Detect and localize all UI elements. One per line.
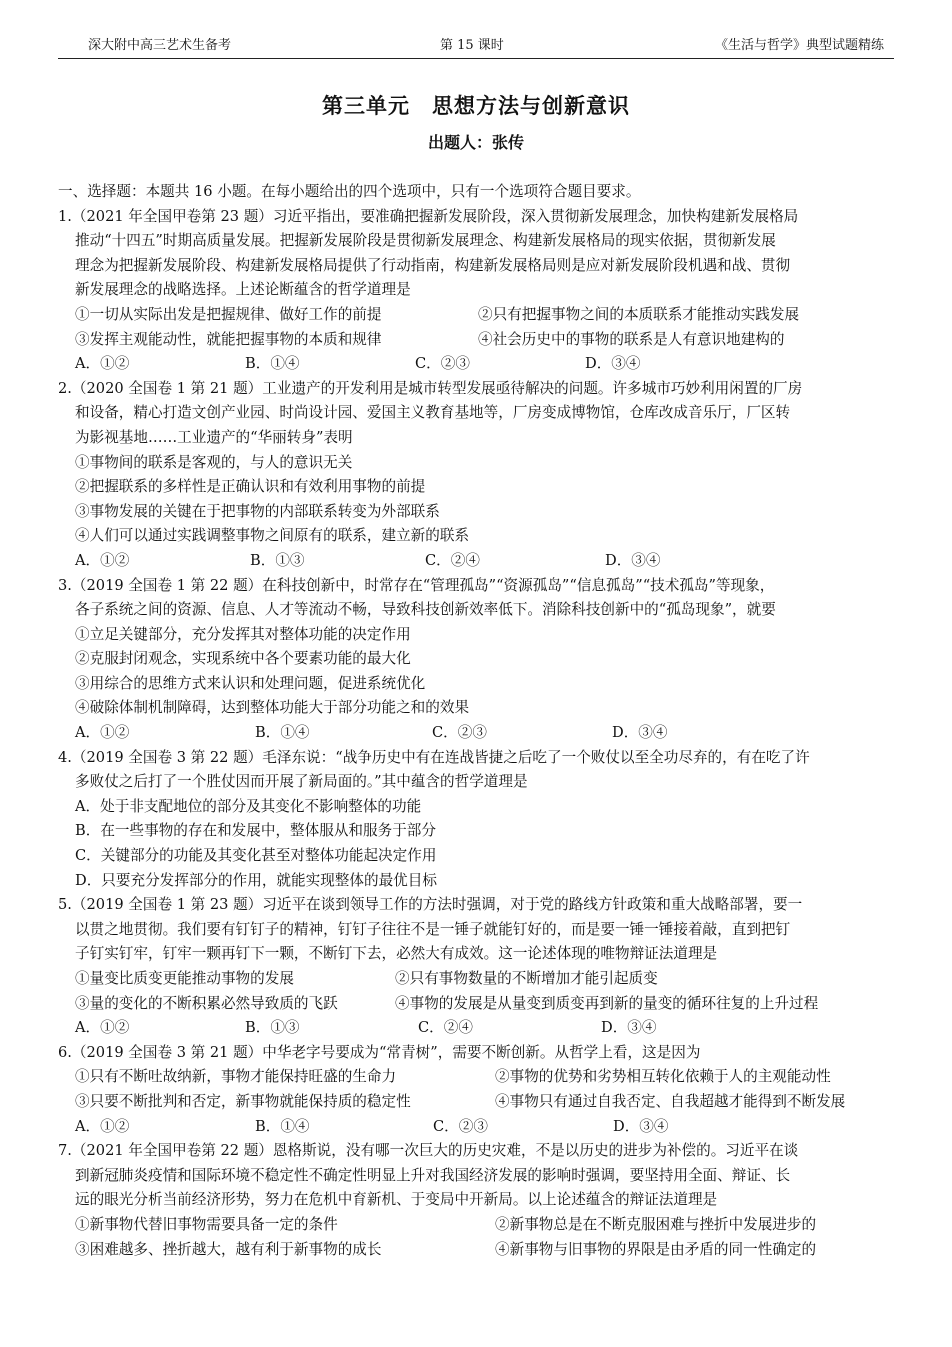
option: C．②③ <box>433 1117 488 1135</box>
question-text-line: 到新冠肺炎疫情和国际环境不稳定性不确定性明显上升对我国经济发展的影响时强调，要坚持用全面、辩证、长 <box>75 1166 791 1184</box>
option: C．②④ <box>418 1019 473 1037</box>
statement-row <box>58 1213 898 1238</box>
header-center: 第 15 课时 <box>440 38 504 53</box>
question-text-line: 3.（2019 全国卷 1 第 22 题）在科技创新中，时常存在“管理孤岛”“资源孤岛”“信息孤岛”“技术孤岛”等现象， <box>58 576 775 594</box>
option: A．①② <box>75 355 130 373</box>
statement: ①事物间的联系是客观的，与人的意识无关 <box>75 453 353 471</box>
statement-row <box>58 1090 898 1115</box>
statement: ④人们可以通过实践调整事物之间原有的联系，建立新的联系 <box>75 527 470 545</box>
option: B．在一些事物的存在和发展中，整体服从和服务于部分 <box>75 822 436 840</box>
statement: ①立足关键部分，充分发挥其对整体功能的决定作用 <box>75 625 411 643</box>
question-7 <box>58 1139 898 1262</box>
statement: ③量的变化的不断积累必然导致质的飞跃 <box>75 994 338 1012</box>
option: D．③④ <box>601 1019 657 1037</box>
statement: ③困难越多、挫折越大，越有利于新事物的成长 <box>75 1240 382 1258</box>
option: D．只要充分发挥部分的作用，就能实现整体的最优目标 <box>75 871 437 889</box>
question-6 <box>58 1041 898 1139</box>
statement: ④社会历史中的事物的联系是人有意识地建构的 <box>478 330 785 348</box>
question-1 <box>58 205 898 377</box>
statement-row <box>58 328 898 353</box>
question-text-line: 理念为把握新发展阶段、构建新发展格局提供了行动指南，构建新发展格局则是应对新发展阶段机遇和战、贯彻 <box>75 256 791 274</box>
question-text-line: 新发展理念的战略选择。上述论断蕴含的哲学道理是 <box>75 281 411 299</box>
option: C．②④ <box>425 551 480 569</box>
statement: ④破除体制机制障碍，达到整体功能大于部分功能之和的效果 <box>75 699 470 717</box>
question-text-line: 多败仗之后打了一个胜仗因而开展了新局面的。”其中蕴含的哲学道理是 <box>75 773 528 791</box>
statement-row <box>58 1238 898 1263</box>
question-text-line: 5.（2019 全国卷 1 第 23 题）习近平在谈到领导工作的方法时强调，对于党的路线方针政策和重大战略部署，要一 <box>58 896 803 914</box>
option: D．③④ <box>585 355 641 373</box>
question-text-line: 为影视基地……工业遗产的“华丽转身”表明 <box>75 428 353 446</box>
question-text-line: 和设备，精心打造文创产业园、时尚设计园、爱国主义教育基地等，厂房变成博物馆，仓库改成音乐厅，厂区转 <box>75 404 791 422</box>
question-text-line: 6.（2019 全国卷 3 第 21 题）中华老字号要成为“常青树”，需要不断创新。从哲学上看，这是因为 <box>58 1043 701 1061</box>
statement: ②事物的优势和劣势相互转化依赖于人的主观能动性 <box>495 1068 831 1086</box>
options-row <box>58 1115 898 1140</box>
option: C．②③ <box>415 355 470 373</box>
options-row <box>58 721 898 746</box>
statement: ②只有事物数量的不断增加才能引起质变 <box>395 970 658 987</box>
option: C．②③ <box>432 724 487 742</box>
question-text-line: 子钉实钉牢，钉牢一颗再钉下一颗，不断钉下去，必然大有成效。这一论述体现的唯物辩证法道理是 <box>75 945 718 963</box>
option: A．处于非支配地位的部分及其变化不影响整体的功能 <box>75 797 422 815</box>
author-line: 出题人：张传 <box>427 133 524 152</box>
header-left: 深大附中高三艺术生备考 <box>88 38 232 53</box>
option: C．关键部分的功能及其变化甚至对整体功能起决定作用 <box>75 847 437 865</box>
option: A．①② <box>75 1019 130 1037</box>
question-3 <box>58 574 898 746</box>
question-text-line: 远的眼光分析当前经济形势，努力在危机中育新机、于变局中开新局。以上论述蕴含的辩证法道理是 <box>75 1191 718 1209</box>
option: A．①② <box>75 724 130 742</box>
statement: ①一切从实际出发是把握规律、做好工作的前提 <box>75 305 382 323</box>
statement: ②把握联系的多样性是正确认识和有效利用事物的前提 <box>75 478 426 496</box>
option: A．①② <box>75 1117 130 1135</box>
question-text-line: 推动“十四五”时期高质量发展。把握新发展阶段是贯彻新发展理念、构建新发展格局的现实依据，贯彻新发展 <box>75 232 776 250</box>
statement-row <box>58 967 898 992</box>
statement-row <box>58 303 898 328</box>
section-intro: 一、选择题：本题共 16 小题。在每小题给出的四个选项中，只有一个选项符合题目要求。 <box>58 183 641 200</box>
question-text-line: 7.（2021 年全国甲卷第 22 题）恩格斯说，没有哪一次巨大的历史灾难，不是以历史的进步为补偿的。习近平在谈 <box>58 1142 799 1160</box>
statement: ④新事物与旧事物的界限是由矛盾的同一性确定的 <box>495 1240 817 1258</box>
options-row <box>58 1016 898 1041</box>
content <box>58 180 898 1262</box>
statement: ①新事物代替旧事物需要具备一定的条件 <box>75 1215 338 1233</box>
question-5 <box>58 893 898 1041</box>
option: A．①② <box>75 551 130 569</box>
statement: ③只要不断批判和否定，新事物就能保持质的稳定性 <box>75 1092 411 1110</box>
question-text-line: 各子系统之间的资源、信息、人才等流动不畅，导致科技创新效率低下。消除科技创新中的“孤岛现象”，就要 <box>75 601 776 619</box>
page-title: 第三单元 思想方法与创新意识 <box>322 93 630 118</box>
statement: ②新事物总是在不断克服困难与挫折中发展进步的 <box>495 1215 817 1233</box>
statement: ④事物只有通过自我否定、自我超越才能得到不断发展 <box>495 1092 846 1110</box>
options-row <box>58 352 898 377</box>
statement: ②克服封闭观念，实现系统中各个要素功能的最大化 <box>75 650 411 668</box>
question-text-line: 4.（2019 全国卷 3 第 22 题）毛泽东说：“战争历史中有在连战皆捷之后吃了一个败仗以至全功尽弃的，有在吃了许 <box>58 748 810 766</box>
option: B．①③ <box>250 551 305 569</box>
header-right: 《生活与哲学》典型试题精练 <box>714 38 884 53</box>
option: B．①④ <box>245 355 300 373</box>
question-text-line: 2.（2020 全国卷 1 第 21 题）工业遗产的开发利用是城市转型发展亟待解决的问题。许多城市巧妙利用闲置的厂房 <box>58 379 803 397</box>
statement: ①量变比质变更能推动事物的发展 <box>75 970 294 987</box>
statement-row <box>58 992 898 1017</box>
option: B．①④ <box>255 1117 310 1135</box>
question-2 <box>58 377 898 574</box>
statement: ③事物发展的关键在于把事物的内部联系转变为外部联系 <box>75 502 440 520</box>
option: D．③④ <box>613 1117 669 1135</box>
statement: ③用综合的思维方式来认识和处理问题，促进系统优化 <box>75 674 426 692</box>
statement: ②只有把握事物之间的本质联系才能推动实践发展 <box>478 305 800 323</box>
option: D．③④ <box>605 551 661 569</box>
statement: ③发挥主观能动性，就能把握事物的本质和规律 <box>75 330 382 348</box>
statement-row <box>58 1065 898 1090</box>
option: D．③④ <box>612 724 668 742</box>
question-4 <box>58 746 898 894</box>
options-row <box>58 549 898 574</box>
statement: ①只有不断吐故纳新，事物才能保持旺盛的生命力 <box>75 1068 397 1086</box>
page-header <box>58 36 894 59</box>
option: B．①④ <box>255 724 310 742</box>
option: B．①③ <box>245 1019 300 1037</box>
question-text-line: 以贯之地贯彻。我们要有钉钉子的精神，钉钉子往往不是一锤子就能钉好的，而是要一锤一锤接着敲，直到把钉 <box>75 920 791 938</box>
question-text-line: 1.（2021 年全国甲卷第 23 题）习近平指出，要准确把握新发展阶段，深入贯彻新发展理念，加快构建新发展格局 <box>58 207 799 225</box>
statement: ④事物的发展是从量变到质变再到新的量变的循环往复的上升过程 <box>395 994 819 1012</box>
